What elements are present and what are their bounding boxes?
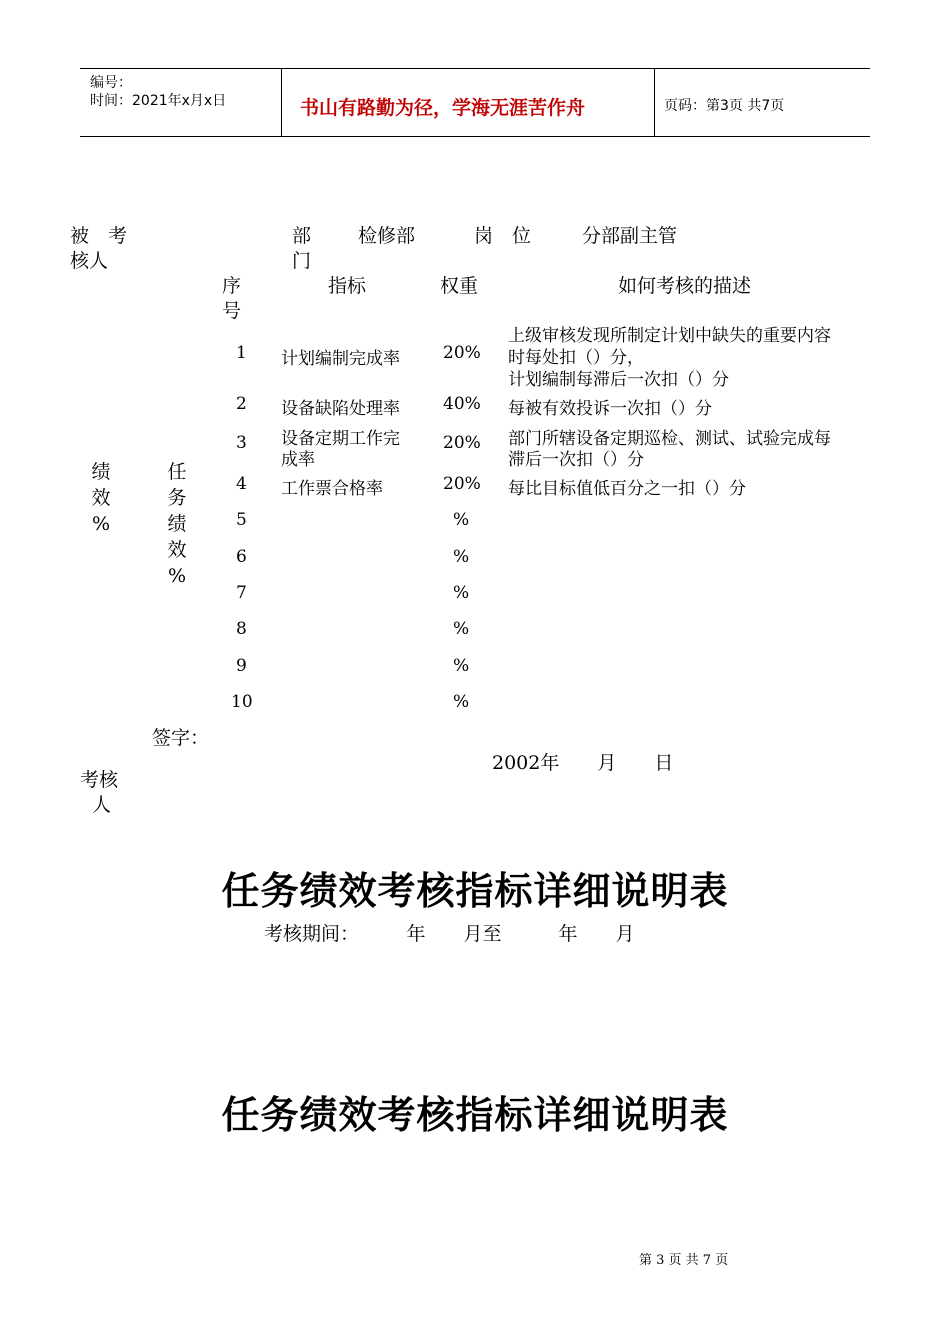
dept-label-line2: 门 <box>292 250 312 272</box>
row-weight: 40% <box>443 394 481 414</box>
row-number: 5 <box>236 510 247 530</box>
row-number: 9 <box>236 656 247 676</box>
row-weight: % <box>453 619 470 639</box>
doc-time-label: 时间：2021年x月x日 <box>90 93 227 109</box>
row-description: 部门所辖设备定期巡检、测试、试验完成每 <box>508 429 831 449</box>
side-char: 效 <box>167 539 187 561</box>
indicator-header: 指标 <box>328 275 367 297</box>
row-description: 时每处扣（）分， <box>508 348 644 368</box>
examinee-label-line2: 核人 <box>70 250 109 272</box>
row-number: 8 <box>236 619 247 639</box>
side-char: 效 <box>91 487 111 509</box>
row-weight: % <box>453 692 470 712</box>
performance-side-label <box>90 459 112 537</box>
task-performance-side-label <box>166 459 188 589</box>
row-weight: 20% <box>443 474 481 494</box>
row-number: 3 <box>236 433 247 453</box>
row-indicator: 计划编制完成率 <box>281 349 400 369</box>
row-indicator: 设备缺陷处理率 <box>281 399 400 419</box>
row-description: 每被有效投诉一次扣（）分 <box>508 399 712 419</box>
side-char: % <box>91 513 111 535</box>
row-number: 6 <box>236 547 247 567</box>
row-weight: % <box>453 510 470 530</box>
side-char: 任 <box>167 461 187 483</box>
row-weight: 20% <box>443 433 481 453</box>
row-number: 4 <box>236 474 247 494</box>
side-char: % <box>167 565 187 587</box>
header-divider <box>654 68 655 136</box>
header-divider <box>281 68 282 136</box>
row-description: 每比目标值低百分之一扣（）分 <box>508 479 746 499</box>
row-weight: % <box>453 656 470 676</box>
row-number: 10 <box>231 692 253 712</box>
header-top-rule <box>80 68 870 69</box>
position-label: 岗 位 <box>474 225 532 247</box>
row-description: 上级审核发现所制定计划中缺失的重要内容 <box>508 326 831 346</box>
row-weight: 20% <box>443 343 481 363</box>
signature-date: 2002年 月 日 <box>492 752 674 774</box>
side-char: 绩 <box>167 513 187 535</box>
row-indicator: 成率 <box>281 450 315 470</box>
seq-header-line2: 号 <box>222 300 242 322</box>
examinee-label-line1: 被 考 <box>70 225 128 247</box>
row-number: 1 <box>236 343 247 363</box>
header-bottom-rule <box>80 136 870 137</box>
reviewer-label-line1: 考核 <box>80 769 119 791</box>
position-value: 分部副主管 <box>582 225 678 247</box>
doc-number-label: 编号： <box>90 75 132 91</box>
header-page-info: 页码：第3页 共7页 <box>664 98 785 114</box>
weight-header: 权重 <box>440 275 479 297</box>
reviewer-label-line2: 人 <box>92 794 112 816</box>
signature-label: 签字： <box>152 727 210 749</box>
seq-header-line1: 序 <box>222 275 242 297</box>
row-number: 2 <box>236 394 247 414</box>
row-description: 滞后一次扣（）分 <box>508 450 644 470</box>
description-header: 如何考核的描述 <box>618 275 752 297</box>
side-char: 务 <box>167 487 187 509</box>
row-number: 7 <box>236 583 247 603</box>
row-weight: % <box>453 583 470 603</box>
assessment-period: 考核期间： 年 月至 年 月 <box>264 923 635 945</box>
row-indicator: 工作票合格率 <box>281 479 383 499</box>
row-description: 计划编制每滞后一次扣（）分 <box>508 370 729 390</box>
dept-label-line1: 部 <box>292 225 312 247</box>
dept-value: 检修部 <box>358 225 416 247</box>
section-title: 任务绩效考核指标详细说明表 <box>221 868 729 913</box>
header-motto: 书山有路勤为径，学海无涯苦作舟 <box>300 97 586 119</box>
row-weight: % <box>453 547 470 567</box>
section-title-repeat: 任务绩效考核指标详细说明表 <box>221 1092 729 1137</box>
footer-page-number: 第 3 页 共 7 页 <box>639 1253 729 1268</box>
side-char: 绩 <box>91 461 111 483</box>
row-indicator: 设备定期工作完 <box>281 429 400 449</box>
